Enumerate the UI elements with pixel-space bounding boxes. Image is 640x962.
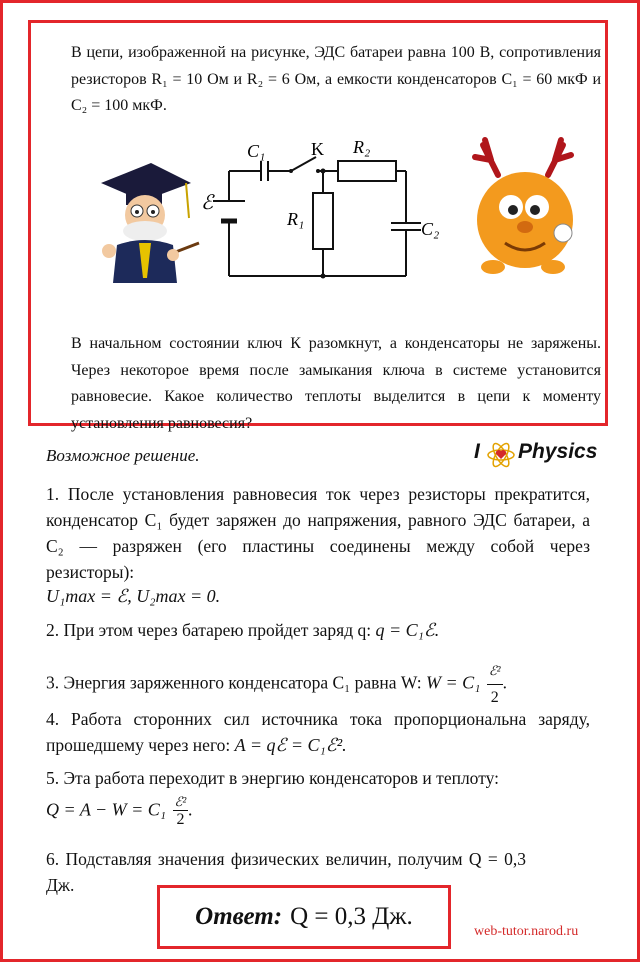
solution-step-4 <box>46 706 590 758</box>
solution-title: Возможное решение. <box>46 446 200 465</box>
label-c1: C₁ <box>247 141 266 161</box>
step5-fraction <box>173 794 189 829</box>
step3-fraction <box>487 658 503 711</box>
problem-intro: В цепи, изображенной на рисунке, ЭДС батареи равна 100 В, сопротивления резисторов R₁ = 10 Ом и R₂ = 6 Ом, а емкости конденсаторов C₁ = 60 мкФ и C₂ = 100 мкФ. <box>71 44 601 114</box>
solution-step-2 <box>46 617 590 643</box>
label-key: K <box>311 139 324 159</box>
answer-value: Q = 0,3 Дж. <box>290 903 413 930</box>
label-r2: R₂ <box>353 137 371 157</box>
step3-text: 3. Энергия заряженного конденсатора C₁ равна W: <box>46 672 422 693</box>
step1-formula: U₁max = ℰ, U₂max = 0. <box>46 586 221 606</box>
solution-step-6: 6. Подставляя значения физических величин, получим Q = 0,3 Дж. <box>46 849 526 895</box>
solution-step-5: 5. Эта работа переходит в энергию конденсаторов и теплоту: <box>46 768 500 788</box>
step2-formula: q = C₁ℰ. <box>375 620 440 640</box>
problem-box <box>28 20 608 432</box>
problem-question: В начальном состоянии ключ К разомкнут, а конденсаторы не заряжены. Через некоторое время после замыкания ключа в системе установится равновесие. Какое количество теплоты выделится в цепи к моменту установления равновесия? <box>71 335 601 432</box>
smeshariki-illustration <box>463 135 593 285</box>
label-emf: ℰ <box>201 192 214 214</box>
step5-formula: Q = A − W = C₁ <box>46 799 167 820</box>
step3-formula: W = C₁ <box>426 672 481 693</box>
step5-denominator: 2 <box>176 811 185 828</box>
logo-letter: I <box>474 440 480 463</box>
solution-step-3: 3. Энергия заряженного конденсатора C₁ равна W: W = C₁ $\frac{\text{ℰ²}}{2}$ . <box>46 658 590 711</box>
step4-formula: A = qℰ = C₁ℰ². <box>234 735 347 755</box>
answer-box <box>157 885 451 949</box>
step5-numerator: ℰ² <box>174 794 187 809</box>
solution-step-1: 1. После установления равновесия ток через резисторы прекратится, конденсатор C₁ будет заряжен до напряжения, равного ЭДС батареи, а C₂ — разряжен (его пластины соединены между собой через резисторы): <box>46 484 590 582</box>
logo-text: Physics <box>518 440 598 463</box>
label-r1: R₁ <box>287 209 305 229</box>
atom-heart-icon <box>486 440 516 470</box>
step3-numerator: ℰ² <box>487 658 503 685</box>
professor-illustration <box>81 153 201 288</box>
step4-text: 4. Работа сторонних сил источника тока пропорциональна заряду, прошедшему через него: <box>46 709 590 755</box>
circuit-diagram <box>201 131 441 281</box>
site-url: web-tutor.narod.ru <box>474 924 579 939</box>
step2-text: 2. При этом через батарею пройдет заряд q: <box>46 620 372 640</box>
step5-formula-line: Q = A − W = C₁ $\frac{\text{ℰ²}}{2}$ . <box>46 794 193 828</box>
label-c2: C₂ <box>421 219 440 239</box>
step3-denominator: 2 <box>490 689 499 706</box>
answer-label: Ответ: <box>195 903 283 930</box>
